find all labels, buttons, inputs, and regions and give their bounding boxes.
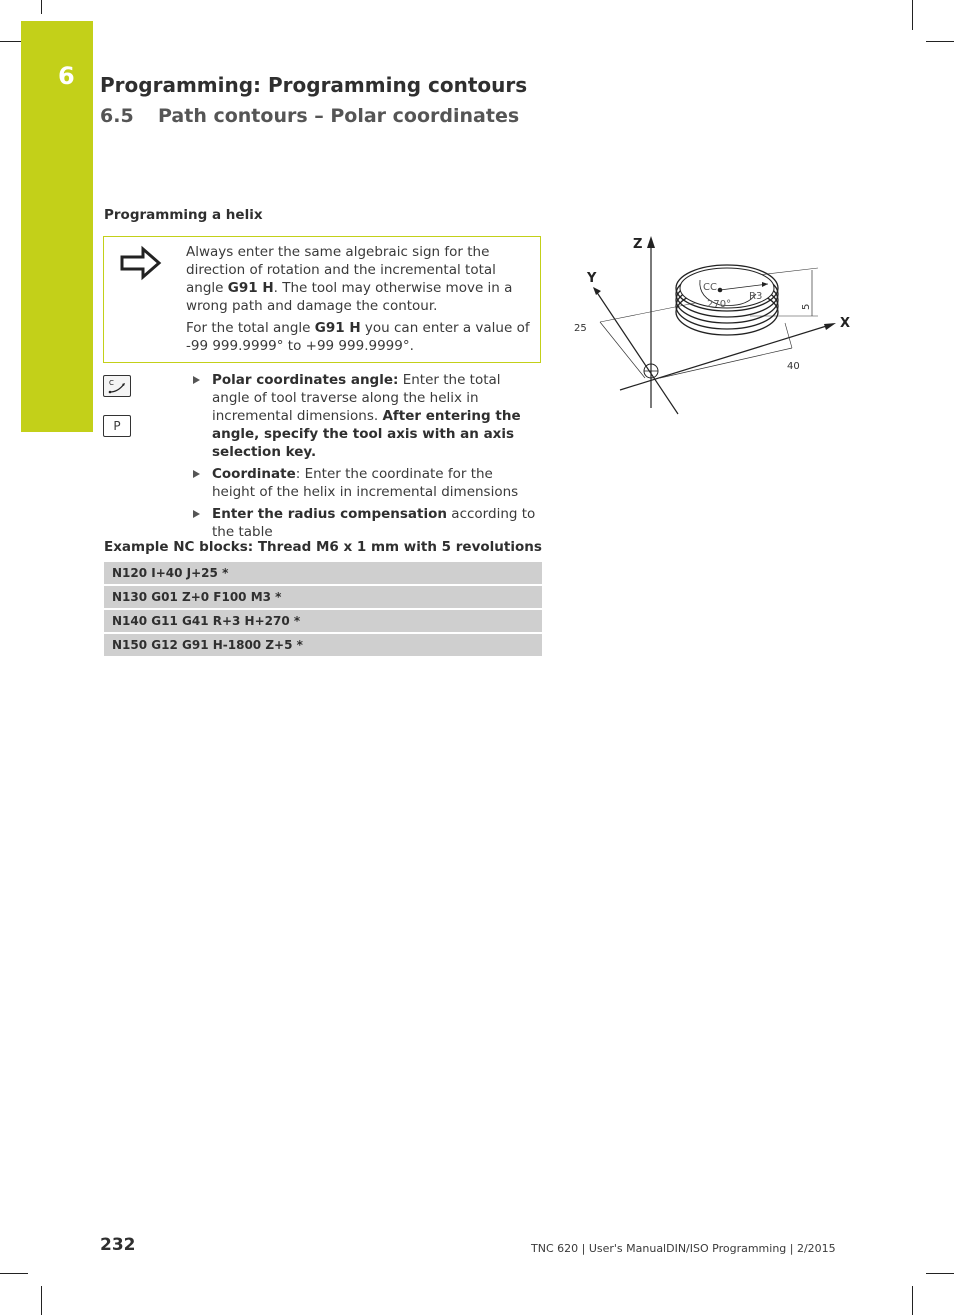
- table-row: N120 I+40 J+25 *: [104, 562, 542, 584]
- helix-heading: Programming a helix: [104, 207, 263, 223]
- note-box: [103, 236, 541, 363]
- crop-mark: [926, 41, 954, 42]
- list-item: [190, 505, 540, 541]
- bullet-text: : Enter the coordinate for the height of the helix in incremental dimensions: [212, 466, 519, 500]
- list-item: [190, 465, 540, 501]
- table-row: N150 G12 G91 H-1800 Z+5 *: [104, 634, 542, 656]
- key-letter: C: [109, 379, 114, 387]
- label-r3: R3: [749, 291, 763, 302]
- crop-mark: [0, 41, 22, 42]
- label-cc: CC: [703, 282, 717, 293]
- x-axis-line: [620, 324, 833, 390]
- section-title: Path contours – Polar coordinates: [158, 105, 520, 127]
- y-axis-arrow: [593, 287, 601, 295]
- list-item: [190, 371, 540, 461]
- chapter-tab: [21, 21, 93, 432]
- bullet-term: Enter the radius compensation: [212, 506, 448, 522]
- nc-block-table: [104, 562, 542, 658]
- y-axis-line: [594, 288, 678, 414]
- note-paragraph: [186, 243, 531, 315]
- z-axis-arrow: [647, 236, 655, 248]
- label-270: 270°: [707, 299, 732, 310]
- chapter-number: 6: [58, 62, 75, 90]
- crop-mark: [912, 1286, 913, 1315]
- p-key-icon: [103, 415, 131, 437]
- dimension-25: 25: [574, 323, 587, 334]
- note-text-run: you can enter a value of -99 999.9999° to +99 999.9999°.: [186, 320, 530, 354]
- dimension-line-40: [660, 348, 792, 378]
- table-row: N140 G11 G41 R+3 H+270 *: [104, 610, 542, 632]
- bullet-triangle-icon: [193, 376, 200, 384]
- key-letter: P: [113, 419, 121, 433]
- table-row: N130 G01 Z+0 F100 M3 *: [104, 586, 542, 608]
- page-number: 232: [100, 1235, 136, 1255]
- bullet-term: Coordinate: [212, 466, 296, 482]
- chapter-title: Programming: Programming contours: [100, 73, 528, 97]
- polar-arc-key-icon: [103, 375, 131, 397]
- helix-diagram: [560, 228, 860, 418]
- example-heading: Example NC blocks: Thread M6 x 1 mm with 5 revolutions: [104, 539, 542, 555]
- bullet-term: Polar coordinates angle:: [212, 372, 399, 388]
- note-code: G91 H: [227, 280, 274, 296]
- footer-text: TNC 620 | User's ManualDIN/ISO Programming | 2/2015: [531, 1242, 836, 1255]
- axis-label-y: Y: [587, 271, 597, 286]
- note-text-run: For the total angle: [186, 320, 315, 336]
- crop-mark: [926, 1273, 954, 1274]
- note-code: G91 H: [314, 320, 361, 336]
- dimension-5: 5: [801, 303, 812, 310]
- note-text-run: . The tool may otherwise move in a wrong path and damage the contour.: [186, 280, 513, 314]
- bullet-emphasis: After entering the angle, specify the tool axis with an axis selection key.: [212, 408, 521, 460]
- axis-label-x: X: [840, 316, 851, 331]
- note-text-run: Always enter the same algebraic sign for the direction of rotation and the incremental total angle: [186, 244, 496, 296]
- section-number: 6.5: [100, 105, 134, 127]
- crop-mark: [41, 0, 42, 14]
- crop-mark: [912, 0, 913, 30]
- dimension-40: 40: [787, 361, 800, 372]
- x-axis-arrow: [824, 323, 836, 330]
- bullet-text: according to the table: [212, 506, 536, 540]
- instruction-list: [190, 371, 540, 545]
- note-text: [186, 243, 531, 359]
- arrow-right-icon: [119, 245, 163, 285]
- bullet-triangle-icon: [193, 470, 200, 478]
- crop-mark: [41, 1286, 42, 1315]
- axis-label-z: Z: [633, 237, 643, 252]
- crop-mark: [0, 1273, 28, 1274]
- note-paragraph: [186, 319, 531, 355]
- bullet-text: Enter the total angle of tool traverse along the helix in incremental dimensions.: [212, 372, 501, 424]
- bullet-triangle-icon: [193, 510, 200, 518]
- extension-line: [785, 323, 792, 348]
